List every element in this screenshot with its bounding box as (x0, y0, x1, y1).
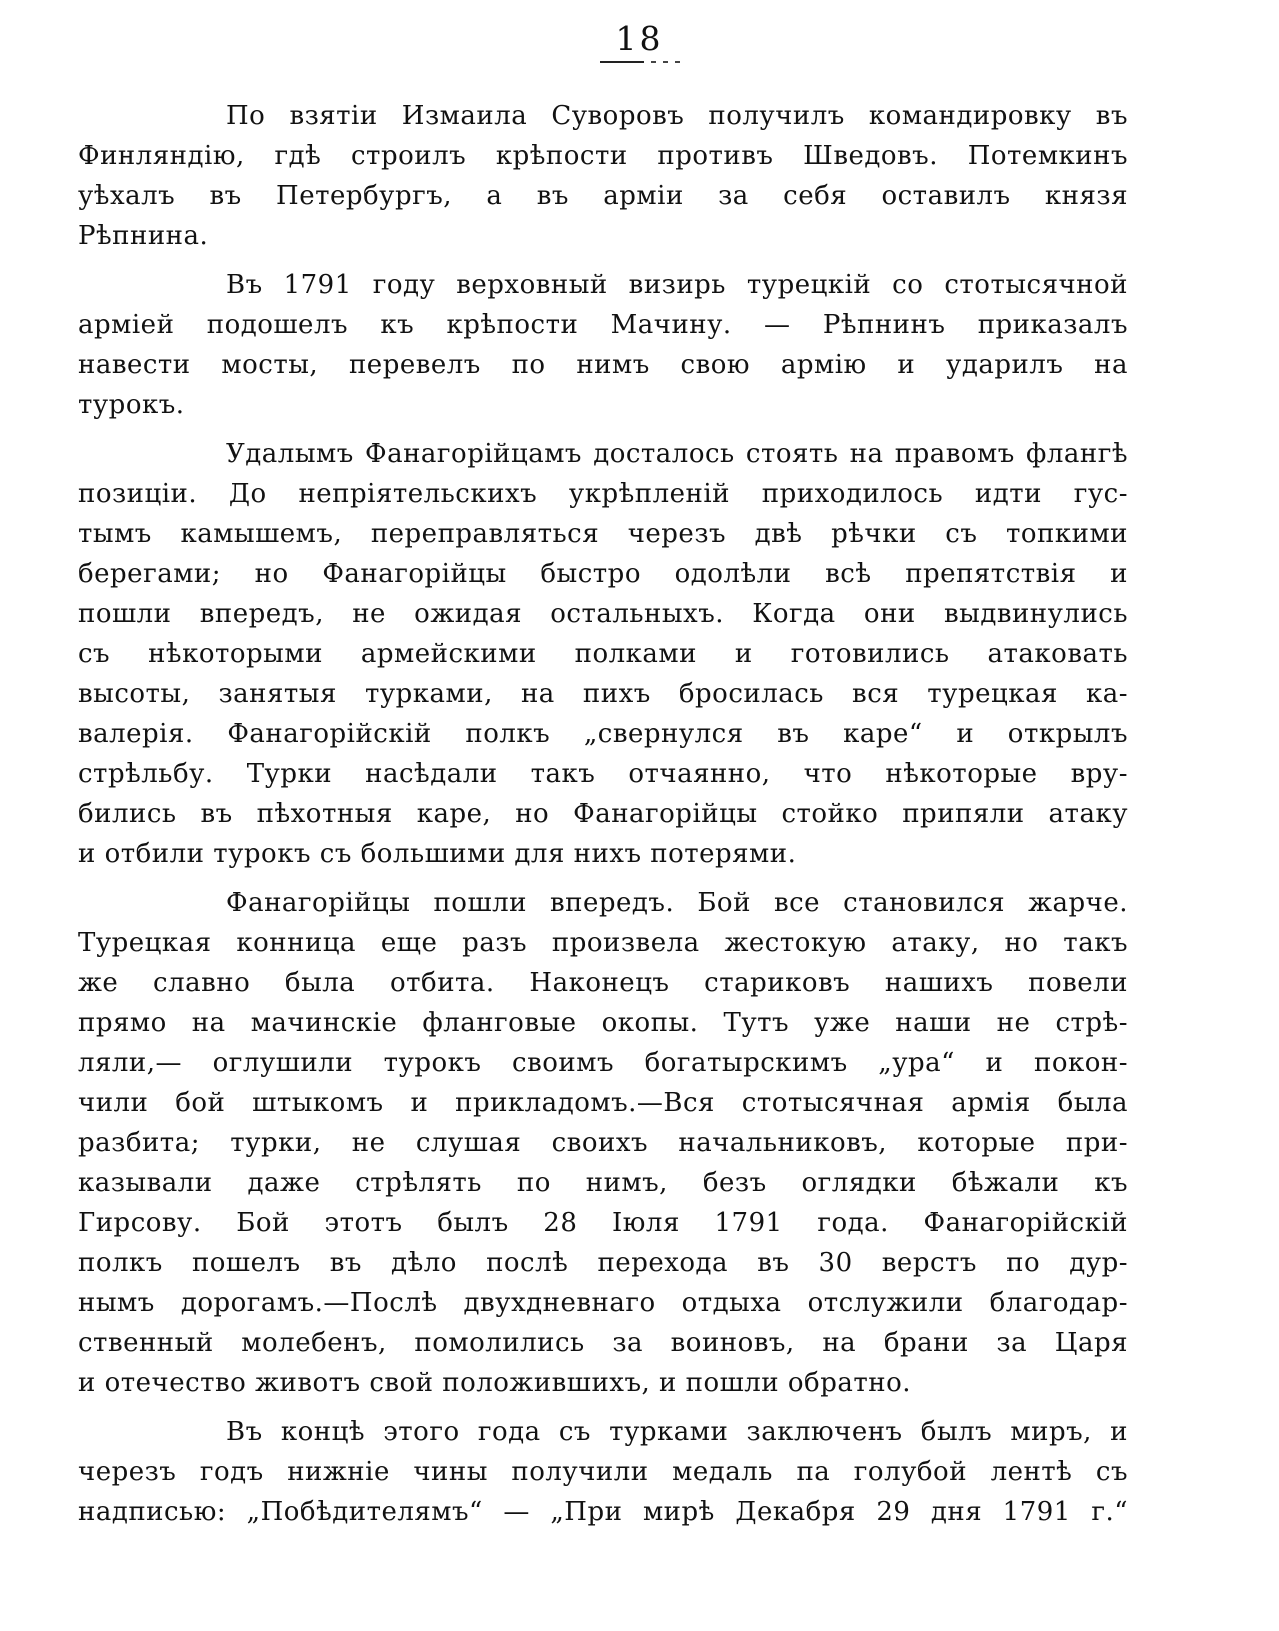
text-line: ляли,— оглушили турокъ своимъ богатырскимъ „ура“ и покон- (78, 1048, 1128, 1078)
text-line: черезъ годъ нижніе чины получили медаль па голубой лентѣ съ (78, 1457, 1128, 1487)
paragraph (78, 265, 1128, 425)
paragraph (78, 96, 1128, 256)
header-rule-dot (663, 61, 668, 63)
paragraph (78, 434, 1128, 874)
paragraph (78, 1412, 1128, 1532)
text-line: берегами; но Фанагорійцы быстро одолѣли всѣ препятствія и (78, 559, 1128, 589)
text-line: Фанагорійцы пошли впередъ. Бой все становился жарче. (226, 888, 1128, 918)
text-line: прямо на мачинскіе фланговые окопы. Тутъ уже наши не стрѣ- (78, 1008, 1128, 1038)
text-line: тымъ камышемъ, переправляться черезъ двѣ рѣчки съ топкими (78, 519, 1128, 549)
text-line: арміей подошелъ къ крѣпости Мачину. — Рѣпнинъ приказалъ (78, 310, 1128, 340)
header-rule-dot (651, 61, 656, 63)
header-rule-line (600, 61, 644, 63)
text-line: и отечество животъ свой положившихъ, и пошли обратно. (78, 1368, 911, 1398)
text-line: позиціи. До непріятельскихъ укрѣпленій приходилось идти гус- (78, 479, 1128, 509)
text-line: разбита; турки, не слушая своихъ начальниковъ, которые при- (78, 1128, 1128, 1158)
paragraph (78, 883, 1128, 1403)
text-line: навести мосты, перевелъ по нимъ свою армію и ударилъ на (78, 350, 1128, 380)
text-line: Въ 1791 году верховный визирь турецкій со стотысячной (226, 270, 1128, 300)
text-line: Турецкая конница еще разъ произвела жестокую атаку, но такъ (78, 928, 1128, 958)
page-header (0, 19, 1279, 63)
text-line: съ нѣкоторыми армейскими полками и готовились атаковать (78, 639, 1128, 669)
text-line: Гирсову. Бой этотъ былъ 28 Іюля 1791 года. Фанагорійскій (78, 1208, 1128, 1238)
page-number: 18 (615, 19, 664, 58)
text-line: турокъ. (78, 390, 185, 420)
text-line: и отбили турокъ съ большими для нихъ потерями. (78, 839, 797, 869)
text-line: валерія. Фанагорійскій полкъ „свернулся въ каре“ и открылъ (78, 719, 1128, 749)
header-rule-dot (675, 61, 680, 63)
text-line: бились въ пѣхотныя каре, но Фанагорійцы стойко припяли атаку (78, 799, 1128, 829)
text-line: надписью: „Побѣдителямъ“ — „При мирѣ Декабря 29 дня 1791 г.“ (78, 1497, 1128, 1527)
text-line: полкъ пошелъ въ дѣло послѣ перехода въ 30 верстъ по дур- (78, 1248, 1128, 1278)
text-line: же славно была отбита. Наконецъ стариковъ нашихъ повели (78, 968, 1128, 998)
text-line: По взятіи Измаила Суворовъ получилъ командировку въ (226, 101, 1128, 131)
header-rule (0, 61, 1279, 63)
text-line: стрѣльбу. Турки насѣдали такъ отчаянно, что нѣкоторые вру- (78, 759, 1128, 789)
text-line: уѣхалъ въ Петербургъ, а въ арміи за себя оставилъ князя (78, 181, 1128, 211)
text-line: чили бой штыкомъ и прикладомъ.—Вся стотысячная армія была (78, 1088, 1128, 1118)
text-line: пошли впередъ, не ожидая остальныхъ. Когда они выдвинулись (78, 599, 1128, 629)
text-line: Удалымъ Фанагорійцамъ досталось стоять на правомъ флангѣ (226, 439, 1128, 469)
text-line: нымъ дорогамъ.—Послѣ двухдневнаго отдыха отслужили благодар- (78, 1288, 1128, 1318)
text-line: Финляндію, гдѣ строилъ крѣпости противъ Шведовъ. Потемкинъ (78, 141, 1128, 171)
text-line: Въ концѣ этого года съ турками заключенъ былъ миръ, и (226, 1417, 1128, 1447)
text-line: высоты, занятыя турками, на пихъ бросилась вся турецкая ка- (78, 679, 1128, 709)
text-line: Рѣпнина. (78, 221, 209, 251)
text-column (78, 96, 1128, 1541)
text-line: ственный молебенъ, помолились за воиновъ, на брани за Царя (78, 1328, 1128, 1358)
text-line: казывали даже стрѣлять по нимъ, безъ оглядки бѣжали къ (78, 1168, 1128, 1198)
